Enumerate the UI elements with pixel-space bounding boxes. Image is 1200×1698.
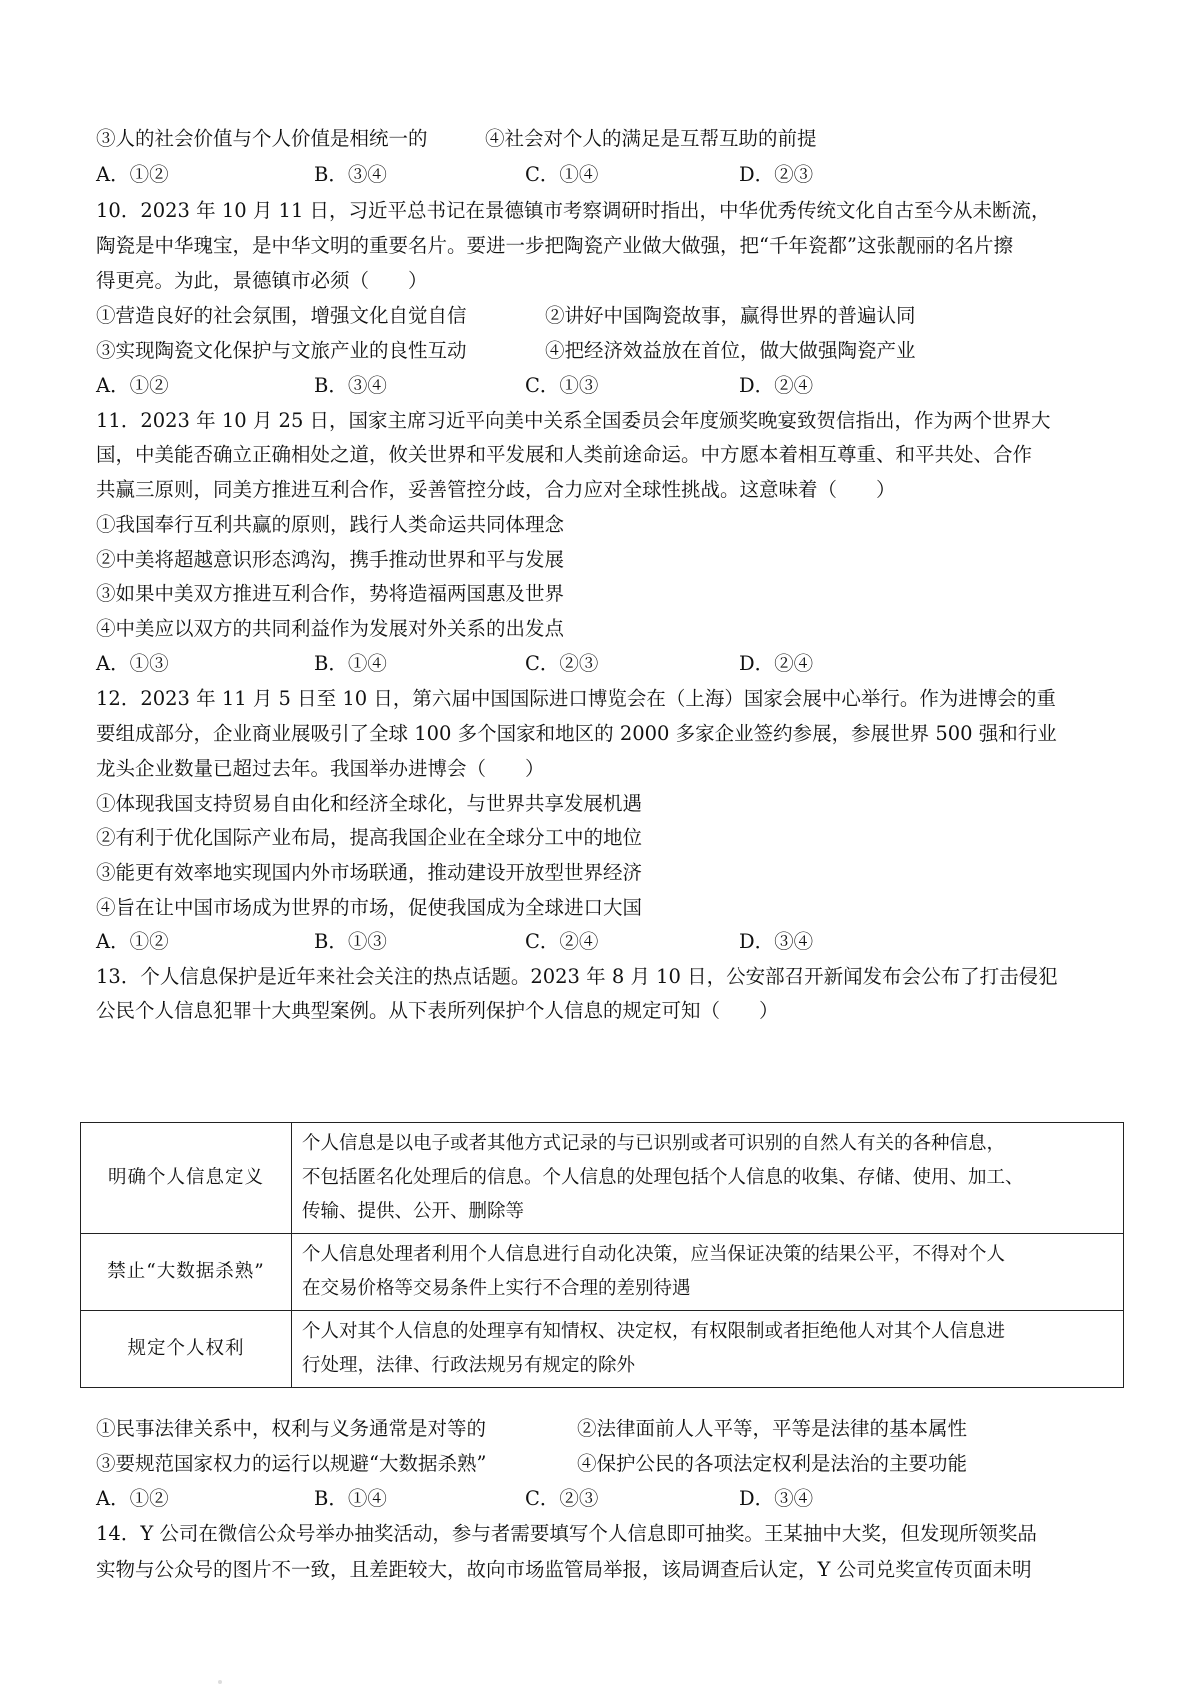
q10-option-b: B．③④ [314,374,387,397]
personal-info-rules-table [80,1122,1124,1388]
table-row [81,1123,1124,1234]
q10-option-d: D．②④ [739,374,814,397]
q9-option-c: C．①④ [525,163,599,186]
q12-option-c: C．②④ [525,930,599,953]
table-row-body-line: 行处理，法律、行政法规另有规定的除外 [302,1355,636,1376]
q11-option-c: C．②③ [525,652,599,675]
table-row-body-line: 个人对其个人信息的处理享有知情权、决定权，有权限制或者拒绝他人对其个人信息进 [302,1321,1006,1342]
q11-option-a: A．①③ [96,652,169,675]
q12-line-3: 龙头企业数量已超过去年。我国举办进博会（ ） [96,757,545,780]
q11-option-d: D．②④ [739,652,814,675]
q12-statement-1: ①体现我国支持贸易自由化和经济全球化，与世界共享发展机遇 [96,792,643,815]
q11-statement-1: ①我国奉行互利共赢的原则，践行人类命运共同体理念 [96,513,565,536]
q10-statement-1: ①营造良好的社会氛围，增强文化自觉自信 [96,304,467,327]
table-row-body-line: 个人信息处理者利用个人信息进行自动化决策，应当保证决策的结果公平，不得对个人 [302,1244,1006,1265]
q12-option-b: B．①③ [314,930,387,953]
q10-line-3: 得更亮。为此，景德镇市必须（ ） [96,269,428,292]
table-row [81,1311,1124,1388]
table-row-body [292,1234,1124,1311]
q12-line-2: 要组成部分，企业商业展吸引了全球 100 多个国家和地区的 2000 多家企业签约参展，参展世界 500 强和行业 [96,722,1057,745]
q9-statement-3: ③人的社会价值与个人价值是相统一的 [96,127,428,150]
q9-option-a: A．①② [96,163,169,186]
q11-option-b: B．①④ [314,652,387,675]
q9-statement-4: ④社会对个人的满足是互帮互助的前提 [485,127,817,150]
q9-option-d: D．②③ [739,163,814,186]
q12-statement-2: ②有利于优化国际产业布局，提高我国企业在全球分工中的地位 [96,826,643,849]
table-row-head: 禁止“大数据杀熟” [81,1234,292,1311]
table-row-body-line: 不包括匿名化处理后的信息。个人信息的处理包括个人信息的收集、存储、使用、加工、 [302,1167,1024,1188]
table-row-body [292,1123,1124,1234]
table-row-body-line: 在交易价格等交易条件上实行不合理的差别待遇 [302,1278,691,1299]
q11-line-1: 11．2023 年 10 月 25 日，国家主席习近平向美中关系全国委员会年度颁奖晚宴致贺信指出，作为两个世界大 [96,409,1051,432]
q11-statement-4: ④中美应以双方的共同利益作为发展对外关系的出发点 [96,617,565,640]
q10-option-a: A．①② [96,374,169,397]
q12-statement-4: ④旨在让中国市场成为世界的市场，促使我国成为全球进口大国 [96,896,643,919]
table-row-head: 明确个人信息定义 [81,1123,292,1234]
q9-option-b: B．③④ [314,163,387,186]
q10-line-2: 陶瓷是中华瑰宝，是中华文明的重要名片。要进一步把陶瓷产业做大做强，把“千年瓷都”这张靓丽的名片擦 [96,234,1013,257]
q13-option-b: B．①④ [314,1487,387,1510]
table-row-body-line: 个人信息是以电子或者其他方式记录的与已识别或者可识别的自然人有关的各种信息， [302,1133,1006,1154]
table-row-body-line: 传输、提供、公开、删除等 [302,1201,525,1222]
q10-statement-2: ②讲好中国陶瓷故事，赢得世界的普遍认同 [545,304,916,327]
q13-statement-4: ④保护公民的各项法定权利是法治的主要功能 [577,1452,968,1475]
q13-line-1: 13．个人信息保护是近年来社会关注的热点话题。2023 年 8 月 10 日，公安部召开新闻发布会公布了打击侵犯 [96,965,1058,988]
table-row-head: 规定个人权利 [81,1311,292,1388]
q11-line-3: 共赢三原则，同美方推进互利合作，妥善管控分歧，合力应对全球性挑战。这意味着（ ） [96,478,896,501]
q13-option-c: C．②③ [525,1487,599,1510]
q10-option-c: C．①③ [525,374,599,397]
q12-option-a: A．①② [96,930,169,953]
q13-statement-2: ②法律面前人人平等，平等是法律的基本属性 [577,1417,968,1440]
q10-line-1: 10．2023 年 10 月 11 日，习近平总书记在景德镇市考察调研时指出，中华优秀传统文化自古至今从未断流， [96,199,1051,222]
table-row [81,1234,1124,1311]
q12-line-1: 12．2023 年 11 月 5 日至 10 日，第六届中国国际进口博览会在（上海）国家会展中心举行。作为进博会的重 [96,687,1056,710]
q11-statement-2: ②中美将超越意识形态鸿沟，携手推动世界和平与发展 [96,548,565,571]
q14-line-1: 14．Y 公司在微信公众号举办抽奖活动，参与者需要填写个人信息即可抽奖。王某抽中大奖，但发现所领奖品 [96,1522,1037,1545]
table-row-body [292,1311,1124,1388]
q13-option-a: A．①② [96,1487,169,1510]
q13-line-2: 公民个人信息犯罪十大典型案例。从下表所列保护个人信息的规定可知（ ） [96,999,779,1022]
q12-statement-3: ③能更有效率地实现国内外市场联通，推动建设开放型世界经济 [96,861,643,884]
q10-statement-3: ③实现陶瓷文化保护与文旅产业的良性互动 [96,339,467,362]
scan-speck [218,1680,222,1684]
q11-line-2: 国，中美能否确立正确相处之道，攸关世界和平发展和人类前途命运。中方愿本着相互尊重、和平共处、合作 [96,443,1033,466]
q13-statement-1: ①民事法律关系中，权利与义务通常是对等的 [96,1417,487,1440]
q12-option-d: D．③④ [739,930,814,953]
q11-statement-3: ③如果中美双方推进互利合作，势将造福两国惠及世界 [96,582,565,605]
q13-statement-3: ③要规范国家权力的运行以规避“大数据杀熟” [96,1452,487,1475]
q14-line-2: 实物与公众号的图片不一致，且差距较大，故向市场监管局举报，该局调查后认定，Y 公司兑奖宣传页面未明 [96,1558,1032,1581]
q10-statement-4: ④把经济效益放在首位，做大做强陶瓷产业 [545,339,916,362]
q13-option-d: D．③④ [739,1487,814,1510]
